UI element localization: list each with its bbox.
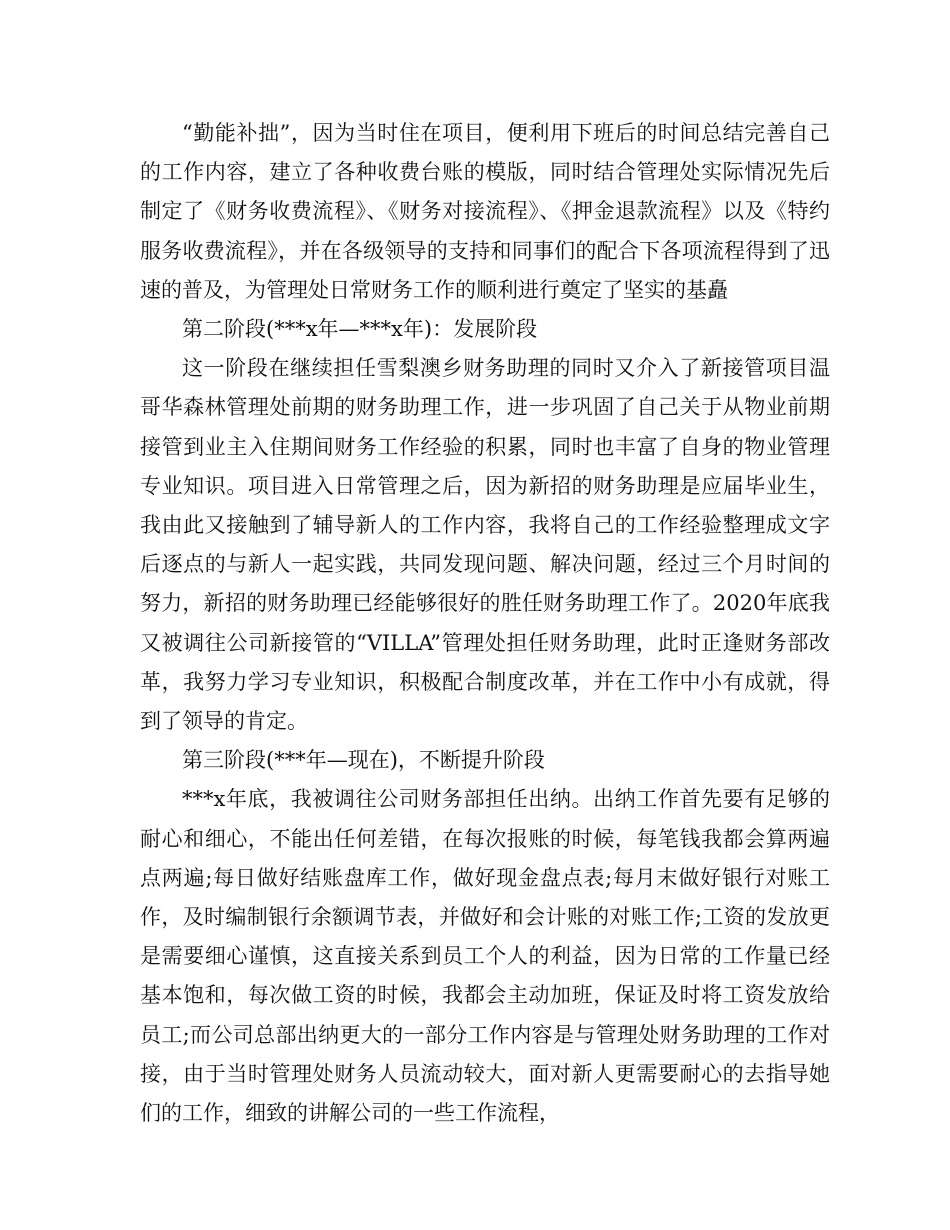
- section-heading-stage-2: 第二阶段(***x年—***x年)：发展阶段: [182, 317, 538, 342]
- paragraph-1: “勤能补拙”，因为当时住在项目，便利用下班后的时间总结完善自己的工作内容，建立了各种收费台账的模版，同时结合管理处实际情况先后制定了《财务收费流程》、《财务对接流程》、《押金退款流程》以及《特约服务收费流程》，并在各级领导的支持和同事们的配合下各项流程得到了迅速的普及，为管理处日常财务工作的顺利进行奠定了坚实的基矗: [140, 121, 830, 302]
- document-body: [140, 114, 830, 1133]
- section-heading-stage-3: 第三阶段(***年—现在)，不断提升阶段: [182, 748, 545, 773]
- paragraph-3: ***x年底，我被调往公司财务部担任出纳。出纳工作首先要有足够的耐心和细心，不能出任何差错，在每次报账的时候，每笔钱我都会算两遍点两遍;每日做好结账盘库工作，做好现金盘点表;每月末做好银行对账工作，及时编制银行余额调节表，并做好和会计账的对账工作;工资的发放更是需要细心谨慎，这直接关系到员工个人的利益，因为日常的工作量已经基本饱和，每次做工资的时候，我都会主动加班，保证及时将工资发放给员工;而公司总部出纳更大的一部分工作内容是与管理处财务助理的工作对接，由于当时管理处财务人员流动较大，面对新人更需要耐心的去指导她们的工作，细致的讲解公司的一些工作流程，: [140, 787, 830, 1126]
- paragraph-2: 这一阶段在继续担任雪梨澳乡财务助理的同时又介入了新接管项目温哥华森林管理处前期的财务助理工作，进一步巩固了自己关于从物业前期接管到业主入住期间财务工作经验的积累，同时也丰富了自身的物业管理专业知识。项目进入日常管理之后，因为新招的财务助理是应届毕业生，我由此又接触到了辅导新人的工作内容，我将自己的工作经验整理成文字后逐点的与新人一起实践，共同发现问题、解决问题，经过三个月时间的努力，新招的财务助理已经能够很好的胜任财务助理工作了。2020年底我又被调往公司新接管的“VILLA”管理处担任财务助理，此时正逢财务部改革，我努力学习专业知识，积极配合制度改革，并在工作中小有成就，得到了领导的肯定。: [140, 356, 830, 734]
